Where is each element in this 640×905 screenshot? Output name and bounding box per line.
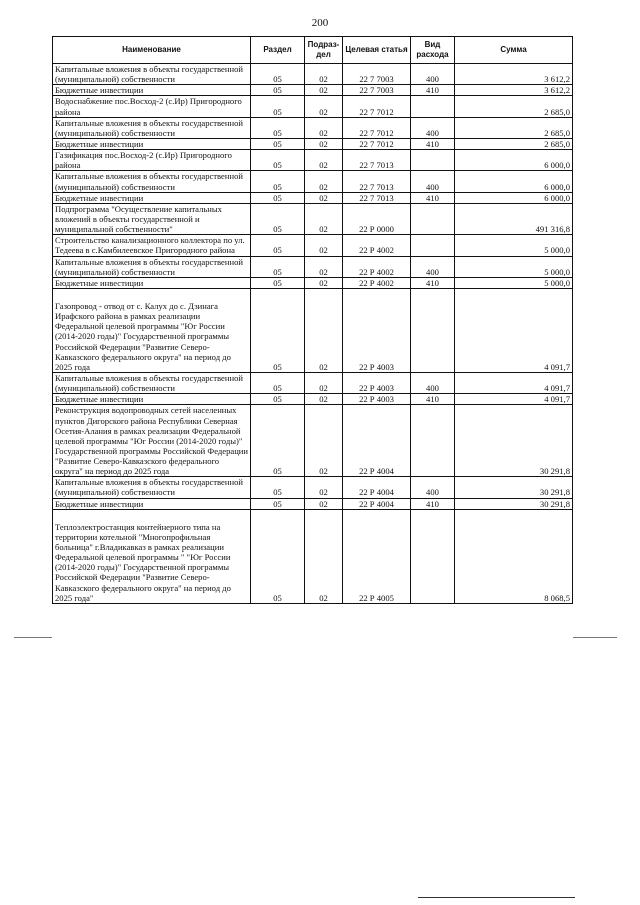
cell-name: Капитальные вложения в объекты государственной (муниципальной) собственности [53,372,251,393]
cell-sum: 4 091,7 [455,394,573,405]
cell-name: Бюджетные инвестиции [53,138,251,149]
header-subsection: Подраз-дел [305,37,343,64]
cell-name: Строительство канализационного коллектора по ул. Тедеева в с.Камбилеевское Пригородного района [53,235,251,256]
cell-name: Капитальные вложения в объекты государственной (муниципальной) собственности [53,64,251,85]
table-row [53,138,573,149]
table-row [53,256,573,277]
footer-line [418,897,575,898]
cell-section: 05 [251,277,305,288]
cell-subsection: 02 [305,394,343,405]
cell-expense: 400 [411,256,455,277]
cell-name: Бюджетные инвестиции [53,394,251,405]
cell-expense: 410 [411,192,455,203]
header-section: Раздел [251,37,305,64]
cell-name: Бюджетные инвестиции [53,85,251,96]
cell-expense: 410 [411,498,455,509]
cell-section: 05 [251,138,305,149]
cell-sum: 6 000,0 [455,150,573,171]
cell-subsection: 02 [305,64,343,85]
cell-expense [411,203,455,234]
cell-expense: 400 [411,64,455,85]
cell-section: 05 [251,405,305,477]
cell-subsection: 02 [305,509,343,603]
table-row [53,277,573,288]
header-name: Наименование [53,37,251,64]
table-row [53,477,573,498]
cell-sum: 6 000,0 [455,171,573,192]
cell-sum: 491 316,8 [455,203,573,234]
cell-sum: 5 000,0 [455,256,573,277]
cell-name: Капитальные вложения в объекты государственной (муниципальной) собственности [53,117,251,138]
cell-subsection: 02 [305,405,343,477]
cell-expense: 410 [411,85,455,96]
cell-name: Газопровод - отвод от с. Калух до с. Дзинага Ирафского района в рамках реализации Федеральной целевой программы "Юг России (2014-2020 годы)" Государственной программы Российской Федерации "Развитие Северо-Кавказского федерального округа" на период до 2025 года [53,288,251,372]
cell-subsection: 02 [305,85,343,96]
cell-section: 05 [251,85,305,96]
cell-expense: 400 [411,117,455,138]
cell-article: 22 7 7013 [343,192,411,203]
cell-article: 22 Р 4003 [343,372,411,393]
cell-subsection: 02 [305,117,343,138]
cell-article: 22 7 7012 [343,117,411,138]
cell-sum: 2 685,0 [455,117,573,138]
cell-subsection: 02 [305,498,343,509]
cell-name: Подпрограмма "Осуществление капитальных вложений в объекты государственной и муниципальной собственности" [53,203,251,234]
cell-sum: 30 291,8 [455,477,573,498]
cell-name: Бюджетные инвестиции [53,498,251,509]
cell-sum: 5 000,0 [455,235,573,256]
cell-sum: 8 068,5 [455,509,573,603]
cell-article: 22 Р 4002 [343,277,411,288]
table-row [53,372,573,393]
cell-article: 22 Р 4003 [343,394,411,405]
cell-subsection: 02 [305,171,343,192]
table-row [53,405,573,477]
cell-article: 22 7 7013 [343,150,411,171]
cell-subsection: 02 [305,150,343,171]
header-article: Целевая статья [343,37,411,64]
cell-section: 05 [251,171,305,192]
header-expense: Вид расхода [411,37,455,64]
cell-sum: 3 612,2 [455,85,573,96]
cell-article: 22 7 7003 [343,85,411,96]
cell-subsection: 02 [305,96,343,117]
cell-expense: 400 [411,477,455,498]
cell-article: 22 Р 4002 [343,256,411,277]
cell-subsection: 02 [305,372,343,393]
cell-section: 05 [251,509,305,603]
cell-subsection: 02 [305,277,343,288]
page-number: 200 [311,17,329,29]
cell-section: 05 [251,235,305,256]
cell-section: 05 [251,192,305,203]
cell-name: Реконструкция водопроводных сетей населенных пунктов Дигорского района Республики Северная Осетия-Алания в рамках реализации Федеральной целевой программы "Юг России (2014-2020 годы)" Государственной программы Российской Федерации "Развитие Северо-Кавказского федерального округа" на период до 2025 года [53,405,251,477]
table-row [53,288,573,372]
cell-subsection: 02 [305,477,343,498]
cell-expense [411,288,455,372]
table-row [53,498,573,509]
table-row [53,192,573,203]
cell-section: 05 [251,203,305,234]
table-row [53,117,573,138]
cell-expense [411,405,455,477]
cell-name: Капитальные вложения в объекты государственной (муниципальной) собственности [53,256,251,277]
cell-article: 22 7 7013 [343,171,411,192]
cell-sum: 4 091,7 [455,288,573,372]
cell-subsection: 02 [305,235,343,256]
cell-sum: 3 612,2 [455,64,573,85]
cell-section: 05 [251,394,305,405]
margin-line-left [14,637,52,638]
cell-section: 05 [251,64,305,85]
cell-sum: 6 000,0 [455,192,573,203]
header-row [53,37,573,64]
cell-name: Бюджетные инвестиции [53,192,251,203]
cell-expense: 410 [411,277,455,288]
cell-section: 05 [251,150,305,171]
cell-article: 22 7 7012 [343,96,411,117]
table-row [53,85,573,96]
cell-article: 22 Р 4004 [343,477,411,498]
cell-article: 22 Р 4004 [343,405,411,477]
margin-line-right [573,637,617,638]
cell-expense [411,235,455,256]
table-row [53,96,573,117]
cell-subsection: 02 [305,192,343,203]
cell-section: 05 [251,256,305,277]
budget-table [52,36,573,604]
cell-subsection: 02 [305,288,343,372]
cell-section: 05 [251,96,305,117]
cell-expense [411,150,455,171]
header-sum: Сумма [455,37,573,64]
table-row [53,509,573,603]
cell-name: Бюджетные инвестиции [53,277,251,288]
cell-sum: 30 291,8 [455,498,573,509]
cell-name: Водоснабжение пос.Восход-2 (с.Ир) Пригородного района [53,96,251,117]
cell-section: 05 [251,372,305,393]
cell-article: 22 Р 4003 [343,288,411,372]
cell-expense: 410 [411,394,455,405]
cell-subsection: 02 [305,203,343,234]
cell-section: 05 [251,288,305,372]
table-row [53,394,573,405]
table-row [53,203,573,234]
table-row [53,235,573,256]
cell-article: 22 Р 4005 [343,509,411,603]
cell-subsection: 02 [305,138,343,149]
table-row [53,64,573,85]
cell-section: 05 [251,477,305,498]
cell-sum: 2 685,0 [455,96,573,117]
cell-article: 22 Р 0000 [343,203,411,234]
cell-section: 05 [251,498,305,509]
cell-expense: 400 [411,171,455,192]
table-row [53,150,573,171]
cell-subsection: 02 [305,256,343,277]
cell-sum: 5 000,0 [455,277,573,288]
cell-expense [411,96,455,117]
cell-name: Теплоэлектростанция контейнерного типа на территории котельной "Многопрофильная больница" г.Владикавказ в рамках реализации Федеральной целевой программы " "Юг России (2014-2020 годы)" Государственной программы Российской Федерации "Развитие Северо-Кавказского федерального округа" на период до 2025 года" [53,509,251,603]
cell-expense [411,509,455,603]
cell-sum: 2 685,0 [455,138,573,149]
cell-article: 22 Р 4004 [343,498,411,509]
cell-expense: 400 [411,372,455,393]
cell-name: Капитальные вложения в объекты государственной (муниципальной) собственности [53,477,251,498]
cell-article: 22 7 7012 [343,138,411,149]
cell-name: Газификация пос.Восход-2 (с.Ир) Пригородного района [53,150,251,171]
cell-name: Капитальные вложения в объекты государственной (муниципальной) собственности [53,171,251,192]
table-row [53,171,573,192]
cell-section: 05 [251,117,305,138]
cell-sum: 4 091,7 [455,372,573,393]
cell-article: 22 7 7003 [343,64,411,85]
cell-sum: 30 291,8 [455,405,573,477]
cell-article: 22 Р 4002 [343,235,411,256]
cell-expense: 410 [411,138,455,149]
